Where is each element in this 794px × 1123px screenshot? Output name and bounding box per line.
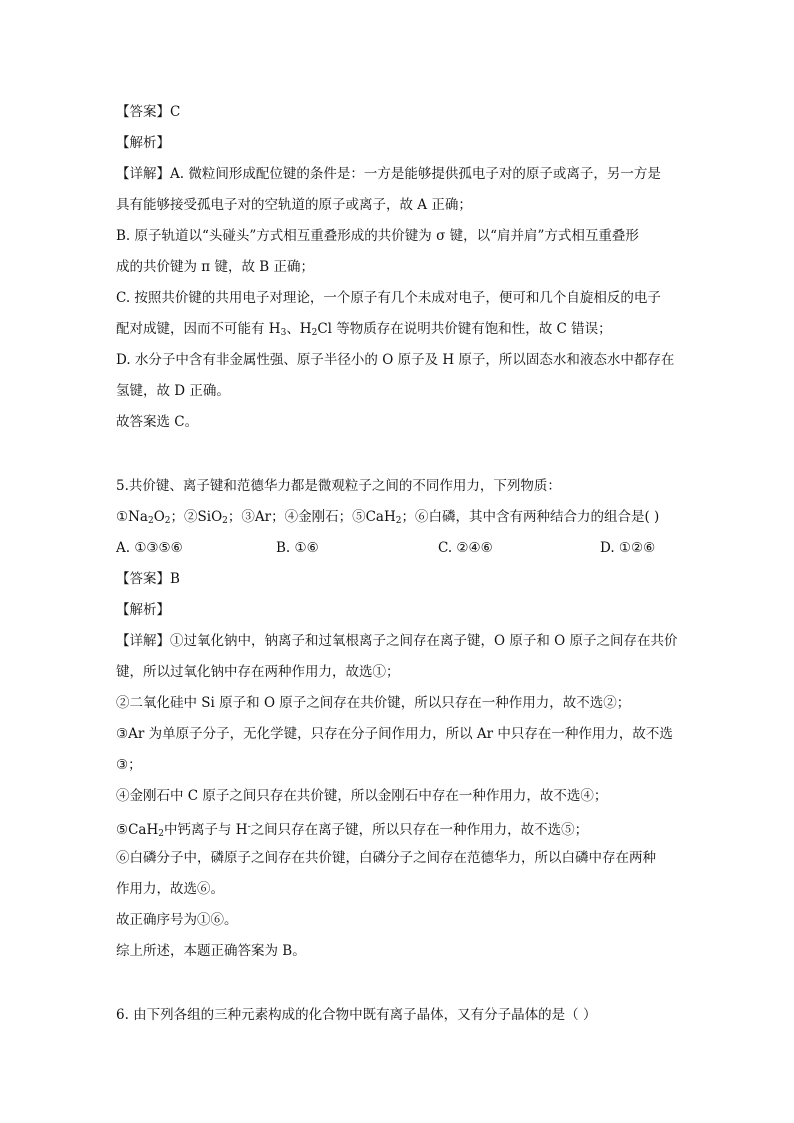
- q5-correct-sequence: 故正确序号为①⑥。: [116, 912, 238, 928]
- q4-d-line-1: D. 水分子中含有非金属性强、原子半径小的 O 原子及 H 原子，所以固态水和液态水中都存在: [116, 352, 675, 368]
- q4-answer: 【答案】C: [116, 104, 181, 120]
- q5-detail-6-line-1: ⑥白磷分子中，磷原子之间存在共价键，白磷分子之间存在范德华力，所以白磷中存在两种: [116, 850, 656, 866]
- q5-detail-4: ④金刚石中 C 原子之间只存在共价键，所以金刚石中存在一种作用力，故不选④；: [116, 788, 608, 804]
- q4-b-line-1: B. 原子轨道以“头碰头”方式相互重叠形成的共价键为 σ 键，以“肩并肩”方式相互重叠形: [116, 228, 639, 244]
- q4-conclusion: 故答案选 C。: [116, 414, 199, 430]
- q5-items: $①Na_2O_2$；②SiO$_2$；③Ar；④金刚石；⑤CaH$_2$；⑥白磷，其中含有两种结合力的组合是( ): [116, 509, 660, 526]
- q5-detail-1-line-1: 【详解】①过氧化钠中，钠离子和过氧根离子之间存在离子键，O 原子和 O 原子之间存在共价: [116, 633, 678, 649]
- q5-detail-3-line-2: ③；: [116, 757, 142, 773]
- q5-summary: 综上所述，本题正确答案为 B。: [116, 943, 306, 959]
- q5-analysis-label: 【解析】: [116, 602, 170, 618]
- q5-detail-2: ②二氧化硅中 Si 原子和 O 原子之间存在共价键，所以只存在一种作用力，故不选②；: [116, 695, 631, 711]
- q5-detail-6-line-2: 作用力，故选⑥。: [116, 881, 224, 897]
- q4-c-line-2: 配对成键，因而不可能有 $H_3$、$H_2Cl$ 等物质存在说明共价键有饱和性，故 C 错误；: [116, 321, 612, 338]
- q4-analysis-label: 【解析】: [116, 135, 170, 151]
- q6-stem: 6. 由下列各组的三种元素构成的化合物中既有离子晶体，又有分子晶体的是（ ）: [116, 1007, 597, 1023]
- q4-c-line-1: C. 按照共价键的共用电子对理论，一个原子有几个未成对电子，便可和几个自旋相反的电子: [116, 290, 661, 306]
- q4-detail-line-2: 具有能够接受孤电子对的空轨道的原子或离子，故 A 正确；: [116, 197, 472, 213]
- q4-d-line-2: 氢键，故 D 正确。: [116, 383, 230, 399]
- q5-detail-3-line-1: ③Ar 为单原子分子，无化学键，只存在分子间作用力，所以 Ar 中只存在一种作用力，故不选: [116, 726, 673, 742]
- q4-b-line-2: 成的共价键为 π 键，故 B 正确；: [116, 259, 314, 275]
- q5-option-d: D. ①②⑥: [600, 540, 656, 556]
- q5-answer: 【答案】B: [116, 571, 180, 587]
- q5-option-c: C. ②④⑥: [438, 540, 493, 556]
- q4-detail-line-1: 【详解】A. 微粒间形成配位键的条件是：一方是能够提供孤电子对的原子或离子，另一方是: [116, 166, 661, 182]
- q5-option-a: A. ①③⑤⑥: [116, 540, 183, 556]
- q5-option-b: B. ①⑥: [276, 540, 319, 556]
- q5-detail-1-line-2: 键，所以过氧化钠中存在两种作用力，故选①；: [116, 664, 400, 680]
- q5-stem: 5.共价键、离子键和范德华力都是微观粒子之间的不同作用力，下列物质：: [116, 478, 561, 494]
- q5-detail-5: ⑤CaH$_2$中钙离子与 H-之间只存在离子键，所以只存在一种作用力，故不选⑤；: [116, 822, 589, 839]
